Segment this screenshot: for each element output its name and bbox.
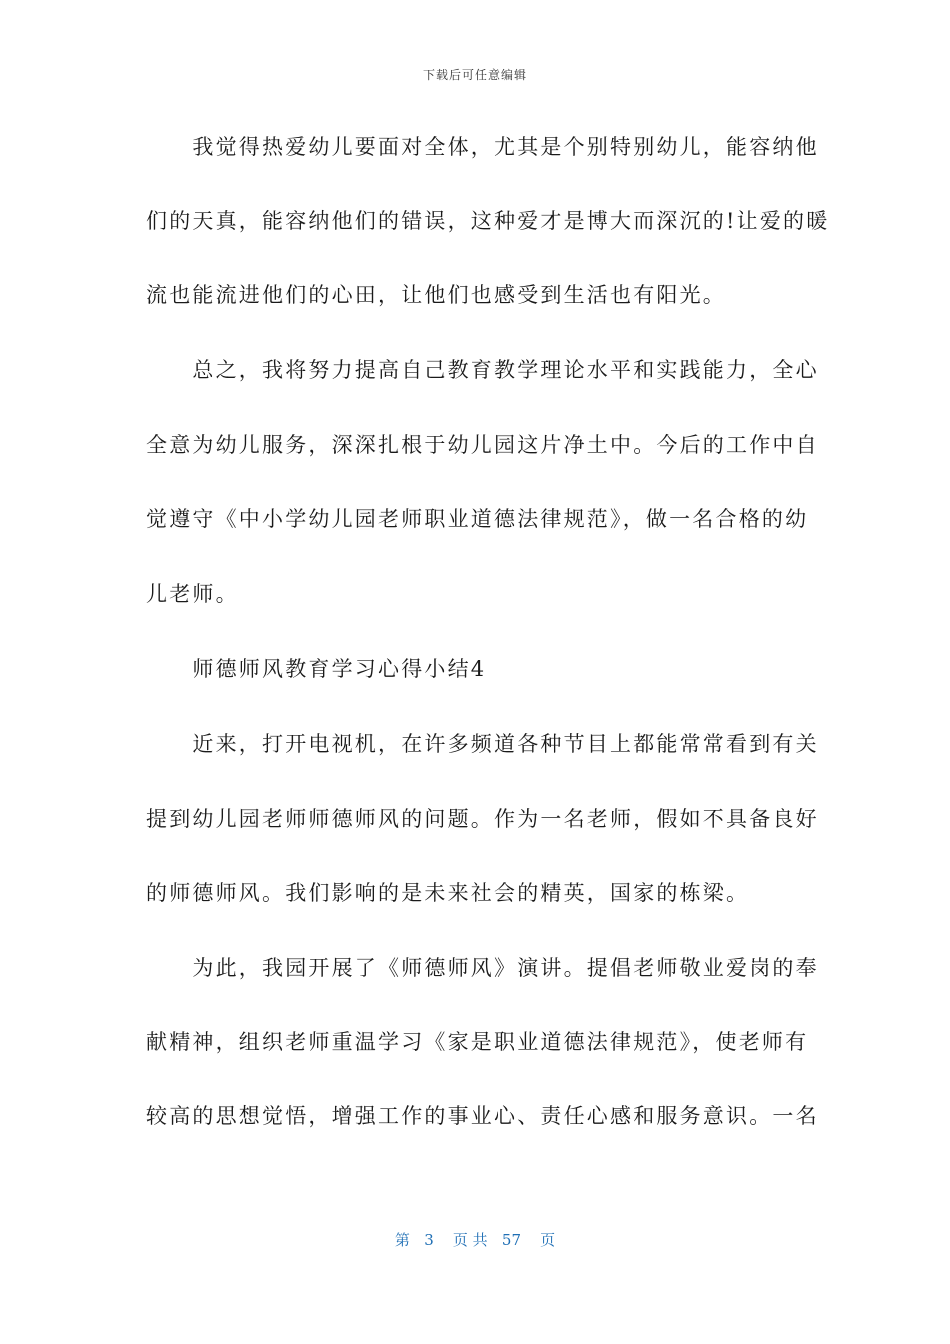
page-footer bbox=[0, 1229, 950, 1250]
paragraph-line: 近来，打开电视机，在许多频道各种节目上都能常常看到有关 bbox=[146, 732, 819, 756]
section-heading: 师德师风教育学习心得小结4 bbox=[146, 657, 487, 681]
paragraph-line: 总之，我将努力提高自己教育教学理论水平和实践能力，全心 bbox=[146, 358, 819, 382]
paragraph-line: 的师德师风。我们影响的是未来社会的精英，国家的栋梁。 bbox=[146, 881, 750, 905]
footer-prefix: 第 bbox=[394, 1231, 410, 1249]
footer-suffix: 页 bbox=[540, 1231, 556, 1249]
paragraph-line: 我觉得热爱幼儿要面对全体，尤其是个别特别幼儿，能容纳他 bbox=[146, 135, 819, 159]
paragraph-line: 较高的思想觉悟，增强工作的事业心、责任心感和服务意识。一名 bbox=[146, 1104, 819, 1128]
paragraph-line: 流也能流进他们的心田，让他们也感受到生活也有阳光。 bbox=[146, 283, 726, 307]
footer-middle: 页 共 bbox=[452, 1231, 488, 1249]
current-page-number: 3 bbox=[424, 1231, 434, 1249]
paragraph-line: 提到幼儿园老师师德师风的问题。作为一名老师，假如不具备良好 bbox=[146, 807, 819, 831]
page-header: 下载后可任意编辑 bbox=[422, 68, 527, 82]
paragraph-line: 儿老师。 bbox=[146, 582, 239, 606]
paragraph-line: 全意为幼儿服务，深深扎根于幼儿园这片净土中。今后的工作中自 bbox=[146, 433, 819, 457]
paragraph-line: 觉遵守《中小学幼儿园老师职业道德法律规范》，做一名合格的幼 bbox=[146, 507, 809, 531]
paragraph-line: 们的天真，能容纳他们的错误，这种爱才是博大而深沉的!让爱的暖 bbox=[146, 209, 830, 233]
paragraph-line: 献精神，组织老师重温学习《家是职业道德法律规范》，使老师有 bbox=[146, 1030, 809, 1054]
paragraph-line: 为此，我园开展了《师德师风》演讲。提倡老师敬业爱岗的奉 bbox=[146, 956, 819, 980]
total-pages-number: 57 bbox=[501, 1231, 522, 1249]
